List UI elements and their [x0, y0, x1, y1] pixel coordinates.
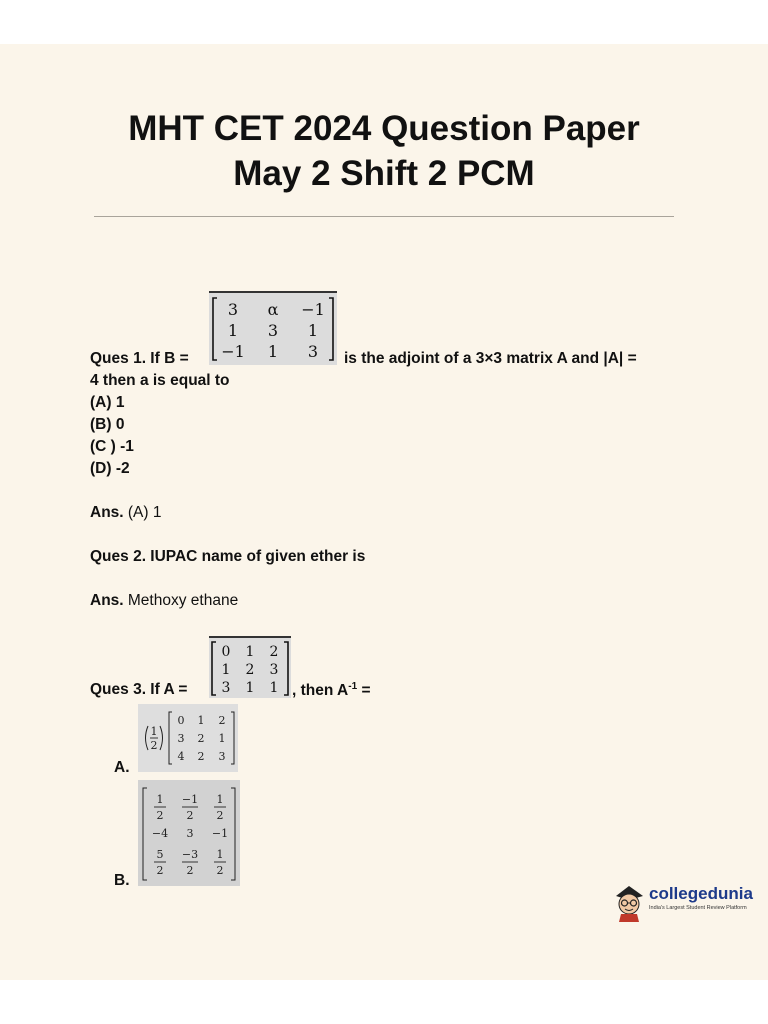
q1-m-2-1: 1: [267, 342, 279, 361]
q3-a-m-0-0: 0: [177, 714, 185, 727]
q3-b-m-2-1-den: 2: [186, 864, 194, 877]
q2-ans-value: Methoxy ethane: [123, 592, 239, 609]
q3-suffix-a: , then A: [292, 682, 349, 700]
q3-m-2-0: 3: [221, 680, 231, 696]
title-line-2: May 2 Shift 2 PCM: [233, 154, 535, 193]
q3-b-m-1-2: −1: [211, 827, 229, 840]
q1-matrix-b: [209, 291, 337, 365]
q3-a-coef-den: 2: [150, 739, 158, 752]
brand-name: collegedunia: [649, 884, 753, 903]
q3-b-m-0-2-den: 2: [216, 809, 224, 822]
q1-m-0-1: α: [267, 300, 279, 319]
q3-prefix: Ques 3. If A =: [90, 681, 188, 698]
q3-suffix: [292, 681, 371, 700]
q3-m-1-1: 2: [245, 662, 255, 678]
q3-m-0-2: 2: [269, 644, 279, 660]
title-divider: [94, 216, 674, 217]
q1-ans-label: Ans.: [90, 504, 124, 521]
q1-m-1-2: 1: [307, 321, 319, 340]
q3-b-m-2-1: −3: [181, 848, 199, 861]
q1-option-b: (B) 0: [90, 416, 125, 433]
q3-a-m-1-1: 2: [197, 732, 205, 745]
q3-b-m-0-0-den: 2: [156, 809, 164, 822]
q3-a-m-2-0: 4: [177, 750, 185, 763]
q1-m-0-0: 3: [227, 300, 239, 319]
q3-b-m-0-1-den: 2: [186, 809, 194, 822]
title-line-1: MHT CET 2024 Question Paper: [128, 109, 640, 148]
q3-b-m-1-0: −4: [151, 827, 169, 840]
q1-m-2-2: 3: [307, 342, 319, 361]
q3-a-m-0-1: 1: [197, 714, 205, 727]
q1-answer: [90, 504, 162, 522]
q3-suffix-b: =: [357, 682, 371, 700]
q3-m-1-0: 1: [221, 662, 231, 678]
q3-a-m-1-2: 1: [218, 732, 226, 745]
q3-b-m-0-1: −1: [181, 793, 199, 806]
q3-b-m-2-0: 5: [156, 848, 164, 861]
q3-option-a-label: A.: [114, 759, 130, 776]
q2-answer: [90, 592, 238, 610]
q3-a-m-2-1: 2: [197, 750, 205, 763]
q3-m-1-2: 3: [269, 662, 279, 678]
q1-prefix: Ques 1. If B =: [90, 350, 189, 367]
q1-m-2-0: −1: [221, 342, 245, 361]
q1-m-1-1: 3: [267, 321, 279, 340]
q1-m-0-2: −1: [301, 300, 325, 319]
q3-m-2-1: 1: [245, 680, 255, 696]
q2-text: Ques 2. IUPAC name of given ether is: [90, 548, 366, 565]
q3-option-b-label: B.: [114, 872, 130, 889]
q1-line-2: 4 then a is equal to: [90, 372, 230, 389]
q3-b-m-1-1: 3: [186, 827, 194, 840]
q3-option-b-image: [138, 780, 240, 886]
q1-option-c: (C ) -1: [90, 438, 134, 455]
q1-suffix: is the adjoint of a 3×3 matrix A and |A| =: [344, 350, 637, 367]
q3-m-0-0: 0: [221, 644, 231, 660]
q3-b-m-2-0-den: 2: [156, 864, 164, 877]
q3-suffix-sup: -1: [348, 681, 358, 692]
q2-ans-label: Ans.: [90, 592, 124, 609]
q3-b-m-0-0: 1: [156, 793, 164, 806]
brand-tagline: India's Largest Student Review Platform: [649, 905, 747, 911]
q3-option-a-image: [138, 704, 238, 772]
q3-a-coef-num: 1: [150, 725, 158, 738]
q1-option-a: (A) 1: [90, 394, 125, 411]
q3-a-m-1-0: 3: [177, 732, 185, 745]
q1-option-d: (D) -2: [90, 460, 130, 477]
q3-a-m-2-2: 3: [218, 750, 226, 763]
q3-a-m-0-2: 2: [218, 714, 226, 727]
mascot-icon: [612, 882, 646, 922]
q3-m-2-2: 1: [269, 680, 279, 696]
q3-m-0-1: 1: [245, 644, 255, 660]
q3-b-m-2-2-den: 2: [216, 864, 224, 877]
q3-b-m-0-2: 1: [216, 793, 224, 806]
q1-ans-value: (A) 1: [123, 504, 162, 521]
q3-b-m-2-2: 1: [216, 848, 224, 861]
q1-m-1-0: 1: [227, 321, 239, 340]
collegedunia-logo: [612, 882, 753, 922]
q3-matrix-a: [209, 636, 291, 698]
page-title: [0, 106, 768, 196]
